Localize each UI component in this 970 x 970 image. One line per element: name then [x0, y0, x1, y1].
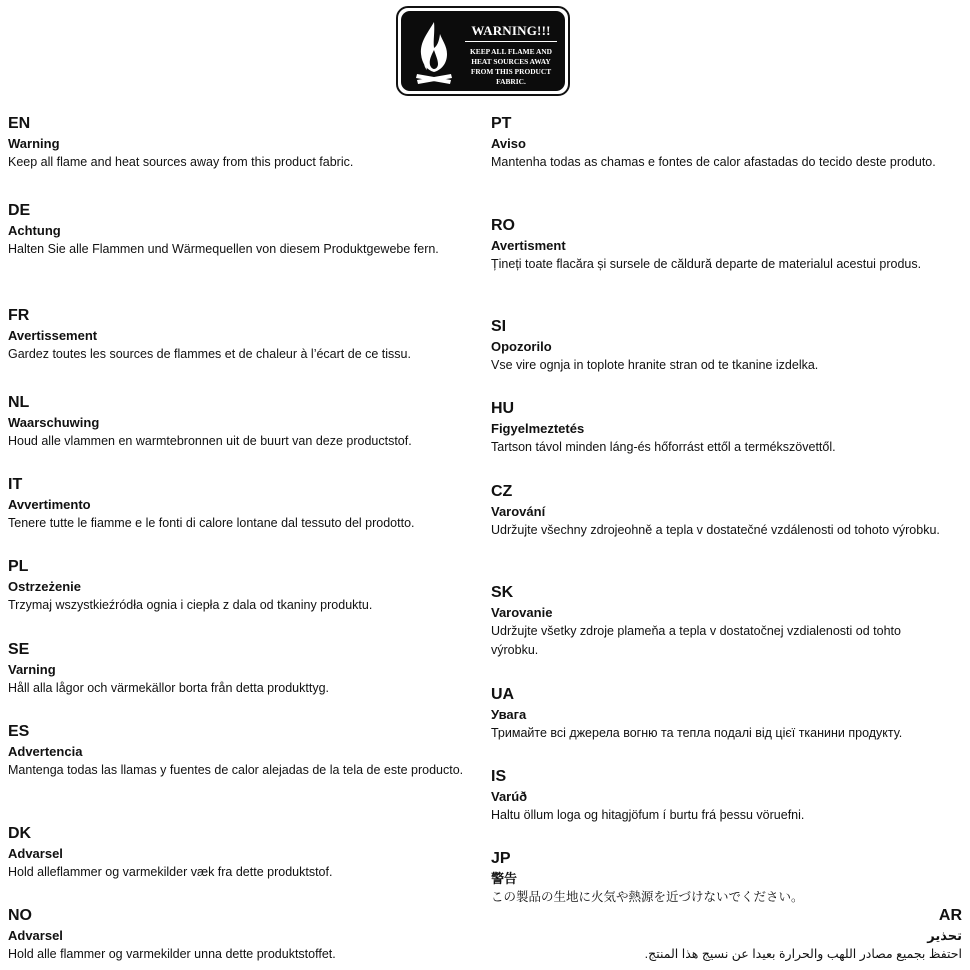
lang-block-ro [491, 216, 951, 274]
lang-title: Varovanie [491, 605, 553, 620]
lang-block-nl [8, 393, 476, 451]
lang-code: ES [8, 723, 30, 740]
lang-code: NL [8, 394, 30, 411]
lang-text: Gardez toutes les sources de flammes et de chaleur à l’écart de ce tissu. [8, 347, 411, 361]
lang-code: FR [8, 307, 30, 324]
lang-text: Tenere tutte le fiamme e le fonti di calore lontane dal tessuto del prodotto. [8, 516, 415, 530]
lang-code: SI [491, 318, 507, 335]
lang-code: DK [8, 825, 32, 842]
lang-title: Advarsel [8, 846, 63, 861]
lang-title: Varning [8, 662, 56, 677]
lang-title: Advertencia [8, 744, 83, 759]
warning-label [396, 6, 570, 96]
warning-label-title: WARNING!!! [471, 23, 551, 38]
lang-title: Warning [8, 136, 60, 151]
lang-text: Haltu öllum loga og hitagjöfum í burtu frá þessu vöruefni. [491, 808, 805, 822]
lang-code: IT [8, 476, 23, 493]
warning-label-panel [401, 11, 565, 91]
lang-title: تحذير [927, 928, 962, 943]
lang-block-dk [8, 824, 476, 882]
lang-text: Houd alle vlammen en warmtebronnen uit de buurt van deze productstof. [8, 434, 412, 448]
lang-code: NO [8, 907, 32, 924]
lang-title: 警告 [491, 871, 518, 886]
lang-block-hu [491, 399, 951, 457]
lang-code: AR [938, 907, 962, 924]
lang-text: Halten Sie alle Flammen und Wärmequellen von diesem Produktgewebe fern. [8, 242, 439, 256]
lang-title: Achtung [8, 223, 61, 238]
lang-block-de [8, 201, 476, 259]
lang-code: IS [491, 768, 507, 785]
lang-title: Advarsel [8, 928, 63, 943]
lang-code: HU [491, 400, 515, 417]
lang-title: Avertisment [491, 238, 566, 253]
lang-text: احتفظ بجميع مصادر اللهب والحرارة بعيدا عن نسيج هذا المنتج. [644, 947, 962, 961]
lang-text: Håll alla lågor och värmekällor borta från detta produkttyg. [8, 681, 329, 695]
lang-code: EN [8, 115, 31, 132]
lang-block-is [491, 767, 951, 825]
lang-title: Aviso [491, 136, 526, 151]
lang-block-no [8, 906, 476, 964]
lang-code: CZ [491, 483, 513, 500]
lang-text: この製品の生地に火気や熱源を近づけないでください。 [491, 890, 804, 904]
lang-block-es [8, 722, 476, 780]
lang-block-ar [442, 906, 962, 964]
lang-title: Opozorilo [491, 339, 552, 354]
lang-title: Figyelmeztetés [491, 421, 585, 436]
lang-code: RO [491, 217, 515, 234]
lang-text: Hold alle flammer og varmekilder unna dette produktstoffet. [8, 947, 336, 961]
lang-code: PT [491, 115, 512, 132]
lang-text: Mantenha todas as chamas e fontes de calor afastadas do tecido deste produto. [491, 155, 936, 169]
lang-block-se [8, 640, 476, 698]
lang-title: Увага [491, 707, 527, 722]
lang-text: Țineți toate flacăra și sursele de căldură departe de materialul acestui produs. [491, 257, 922, 271]
lang-code: JP [491, 850, 511, 867]
lang-text: Mantenga todas las llamas y fuentes de calor alejadas de la tela de este producto. [8, 763, 464, 777]
lang-text: Тримайте всі джерела вогню та тепла подалі від цієї тканини продукту. [491, 726, 903, 740]
lang-text: Udržujte všechny zdrojeohně a tepla v dostatečné vzdálenosti od tohoto výrobku. [491, 523, 940, 537]
lang-text: Hold alleflammer og varmekilder væk fra dette produktstof. [8, 865, 333, 879]
lang-title: Waarschuwing [8, 415, 100, 430]
warning-label-text: KEEP ALL FLAME AND HEAT SOURCES AWAY FROM THIS PRODUCT FABRIC. [470, 47, 552, 86]
lang-text: Keep all flame and heat sources away from this product fabric. [8, 155, 354, 169]
lang-title: Varování [491, 504, 546, 519]
lang-title: Avertissement [8, 328, 98, 343]
lang-block-sk [491, 583, 951, 660]
lang-block-cz [491, 482, 951, 540]
lang-title: Ostrzeżenie [8, 579, 81, 594]
flame-icon [413, 20, 455, 86]
lang-code: SK [491, 584, 514, 601]
lang-code: PL [8, 558, 29, 575]
lang-text: Tartson távol minden láng-és hőforrást ettől a termékszövettől. [491, 440, 836, 454]
lang-block-it [8, 475, 476, 533]
warning-label-rule [465, 41, 557, 42]
lang-text: Trzymaj wszystkieźródła ognia i ciepła z dala od tkaniny produktu. [8, 598, 373, 612]
lang-code: SE [8, 641, 30, 658]
lang-block-pt [491, 114, 951, 172]
lang-block-en [8, 114, 476, 172]
lang-block-ua [491, 685, 951, 743]
lang-block-si [491, 317, 951, 375]
lang-text: Vse vire ognja in toplote hranite stran od te tkanine izdelka. [491, 358, 819, 372]
lang-title: Varúð [491, 789, 528, 804]
lang-block-fr [8, 306, 476, 364]
lang-block-jp [491, 849, 951, 907]
lang-code: DE [8, 202, 31, 219]
lang-block-pl [8, 557, 476, 615]
lang-code: UA [491, 686, 515, 703]
lang-text: Udržujte všetky zdroje plameňa a tepla v dostatočnej vzdialenosti od tohto výrobku. [491, 624, 901, 657]
lang-title: Avvertimento [8, 497, 91, 512]
